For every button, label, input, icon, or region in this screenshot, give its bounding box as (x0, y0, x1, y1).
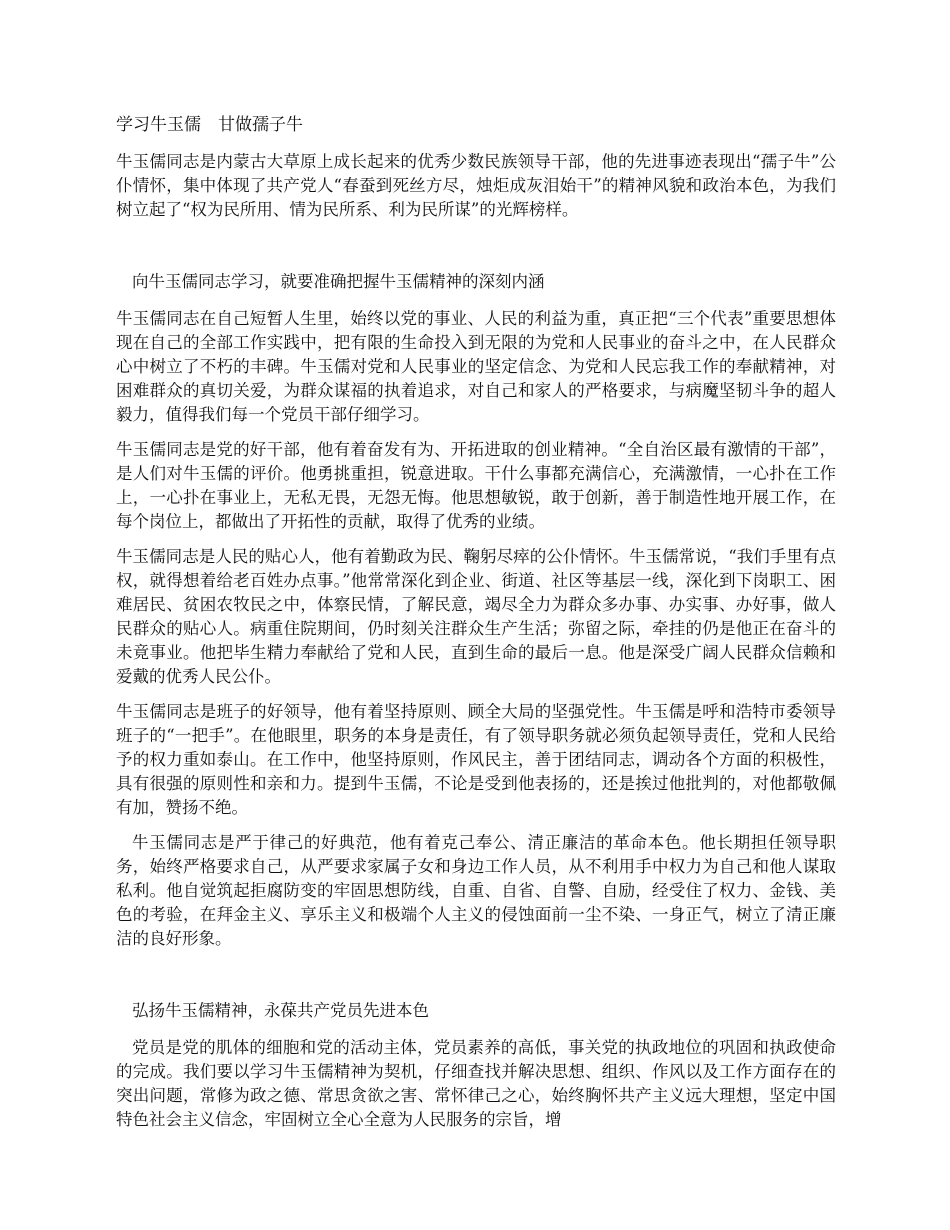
section1-paragraph-3: 牛玉儒同志是人民的贴心人，他有着勤政为民、鞠躬尽瘁的公仆情怀。牛玉儒常说，“我们手里有点权，就得想着给老百姓办点事。”他常常深化到企业、街道、社区等基层一线，深化到下岗职工、困难居民、贫困农牧民之中，体察民情，了解民意，竭尽全力为群众多办事、办实事、办好事，做人民群众的贴心人。病重住院期间，仍时刻关注群众生产生活；弥留之际，牵挂的仍是他正在奋斗的未竟事业。他把毕生精力奉献给了党和人民，直到生命的最后一息。他是深受广阔人民群众信赖和爱戴的优秀人民公仆。 (116, 547, 836, 686)
intro-paragraph: 牛玉儒同志是内蒙古大草原上成长起来的优秀少数民族领导干部，他的先进事迹表现出“孺子牛”公仆情怀，集中体现了共产党人“春蚕到死丝方尽，烛炬成灰泪始干”的精神风貌和政治本色，为我们树立起了“权为民所用、情为民所系、利为民所谋”的光辉榜样。 (116, 152, 836, 219)
section1-paragraph-2: 牛玉儒同志是党的好干部，他有着奋发有为、开拓进取的创业精神。“全自治区最有激情的干部”，是人们对牛玉儒的评价。他勇挑重担，锐意进取。干什么事都充满信心，充满激情，一心扑在工作上，一心扑在事业上，无私无畏，无怨无悔。他思想敏锐，敢于创新，善于制造性地开展工作，在每个岗位上，都做出了开拓性的贡献，取得了优秀的业绩。 (116, 440, 836, 531)
section-spacer (116, 233, 836, 269)
section-spacer (116, 962, 836, 998)
document-page (116, 112, 836, 1143)
section1-paragraph-1: 牛玉儒同志在自己短暂人生里，始终以党的事业、人民的利益为重，真正把“三个代表”重要思想体现在自己的全部工作实践中，把有限的生命投入到无限的为党和人民事业的奋斗之中，在人民群众心中树立了不朽的丰碑。牛玉儒对党和人民事业的坚定信念、为党和人民忘我工作的奉献精神，对困难群众的真切关爱，为群众谋福的执着追求，对自己和家人的严格要求，与病魔坚韧斗争的超人毅力，值得我们每一个党员干部仔细学习。 (116, 309, 836, 424)
section1-paragraph-4: 牛玉儒同志是班子的好领导，他有着坚持原则、顾全大局的坚强党性。牛玉儒是呼和浩特市委领导班子的“一把手”。在他眼里，职务的本身是责任，有了领导职务就必须负起领导责任，党和人民给予的权力重如泰山。在工作中，他坚持原则，作风民主，善于团结同志，调动各个方面的积极性，具有很强的原则性和亲和力。提到牛玉儒，不论是受到他表扬的，还是挨过他批判的，对他都敬佩有加，赞扬不绝。 (116, 702, 836, 817)
section2-paragraph-1: 党员是党的肌体的细胞和党的活动主体，党员素养的高低，事关党的执政地位的巩固和执政使命的完成。我们要以学习牛玉儒精神为契机，仔细查找并解决思想、组织、作风以及工作方面存在的突出问题，常修为政之德、常思贪欲之害、常怀律己之心，始终胸怀共产主义远大理想，坚定中国特色社会主义信念，牢固树立全心全意为人民服务的宗旨，增 (116, 1038, 836, 1129)
document-title: 学习牛玉儒 甘做孺子牛 (116, 115, 303, 135)
section-heading-2: 弘扬牛玉儒精神，永葆共产党员先进本色 (132, 1001, 429, 1020)
section-heading-1: 向牛玉儒同志学习，就要准确把握牛玉儒精神的深刻内涵 (132, 272, 545, 291)
section1-paragraph-5: 牛玉儒同志是严于律己的好典范，他有着克己奉公、清正廉洁的革命本色。他长期担任领导职务，始终严格要求自己，从严要求家属子女和身边工作人员，从不利用手中权力为自己和他人谋取私利。他自觉筑起拒腐防变的牢固思想防线，自重、自省、自警、自励，经受住了权力、金钱、美色的考验，在拜金主义、享乐主义和极端个人主义的侵蚀面前一尘不染、一身正气，树立了清正廉洁的良好形象。 (116, 833, 836, 948)
